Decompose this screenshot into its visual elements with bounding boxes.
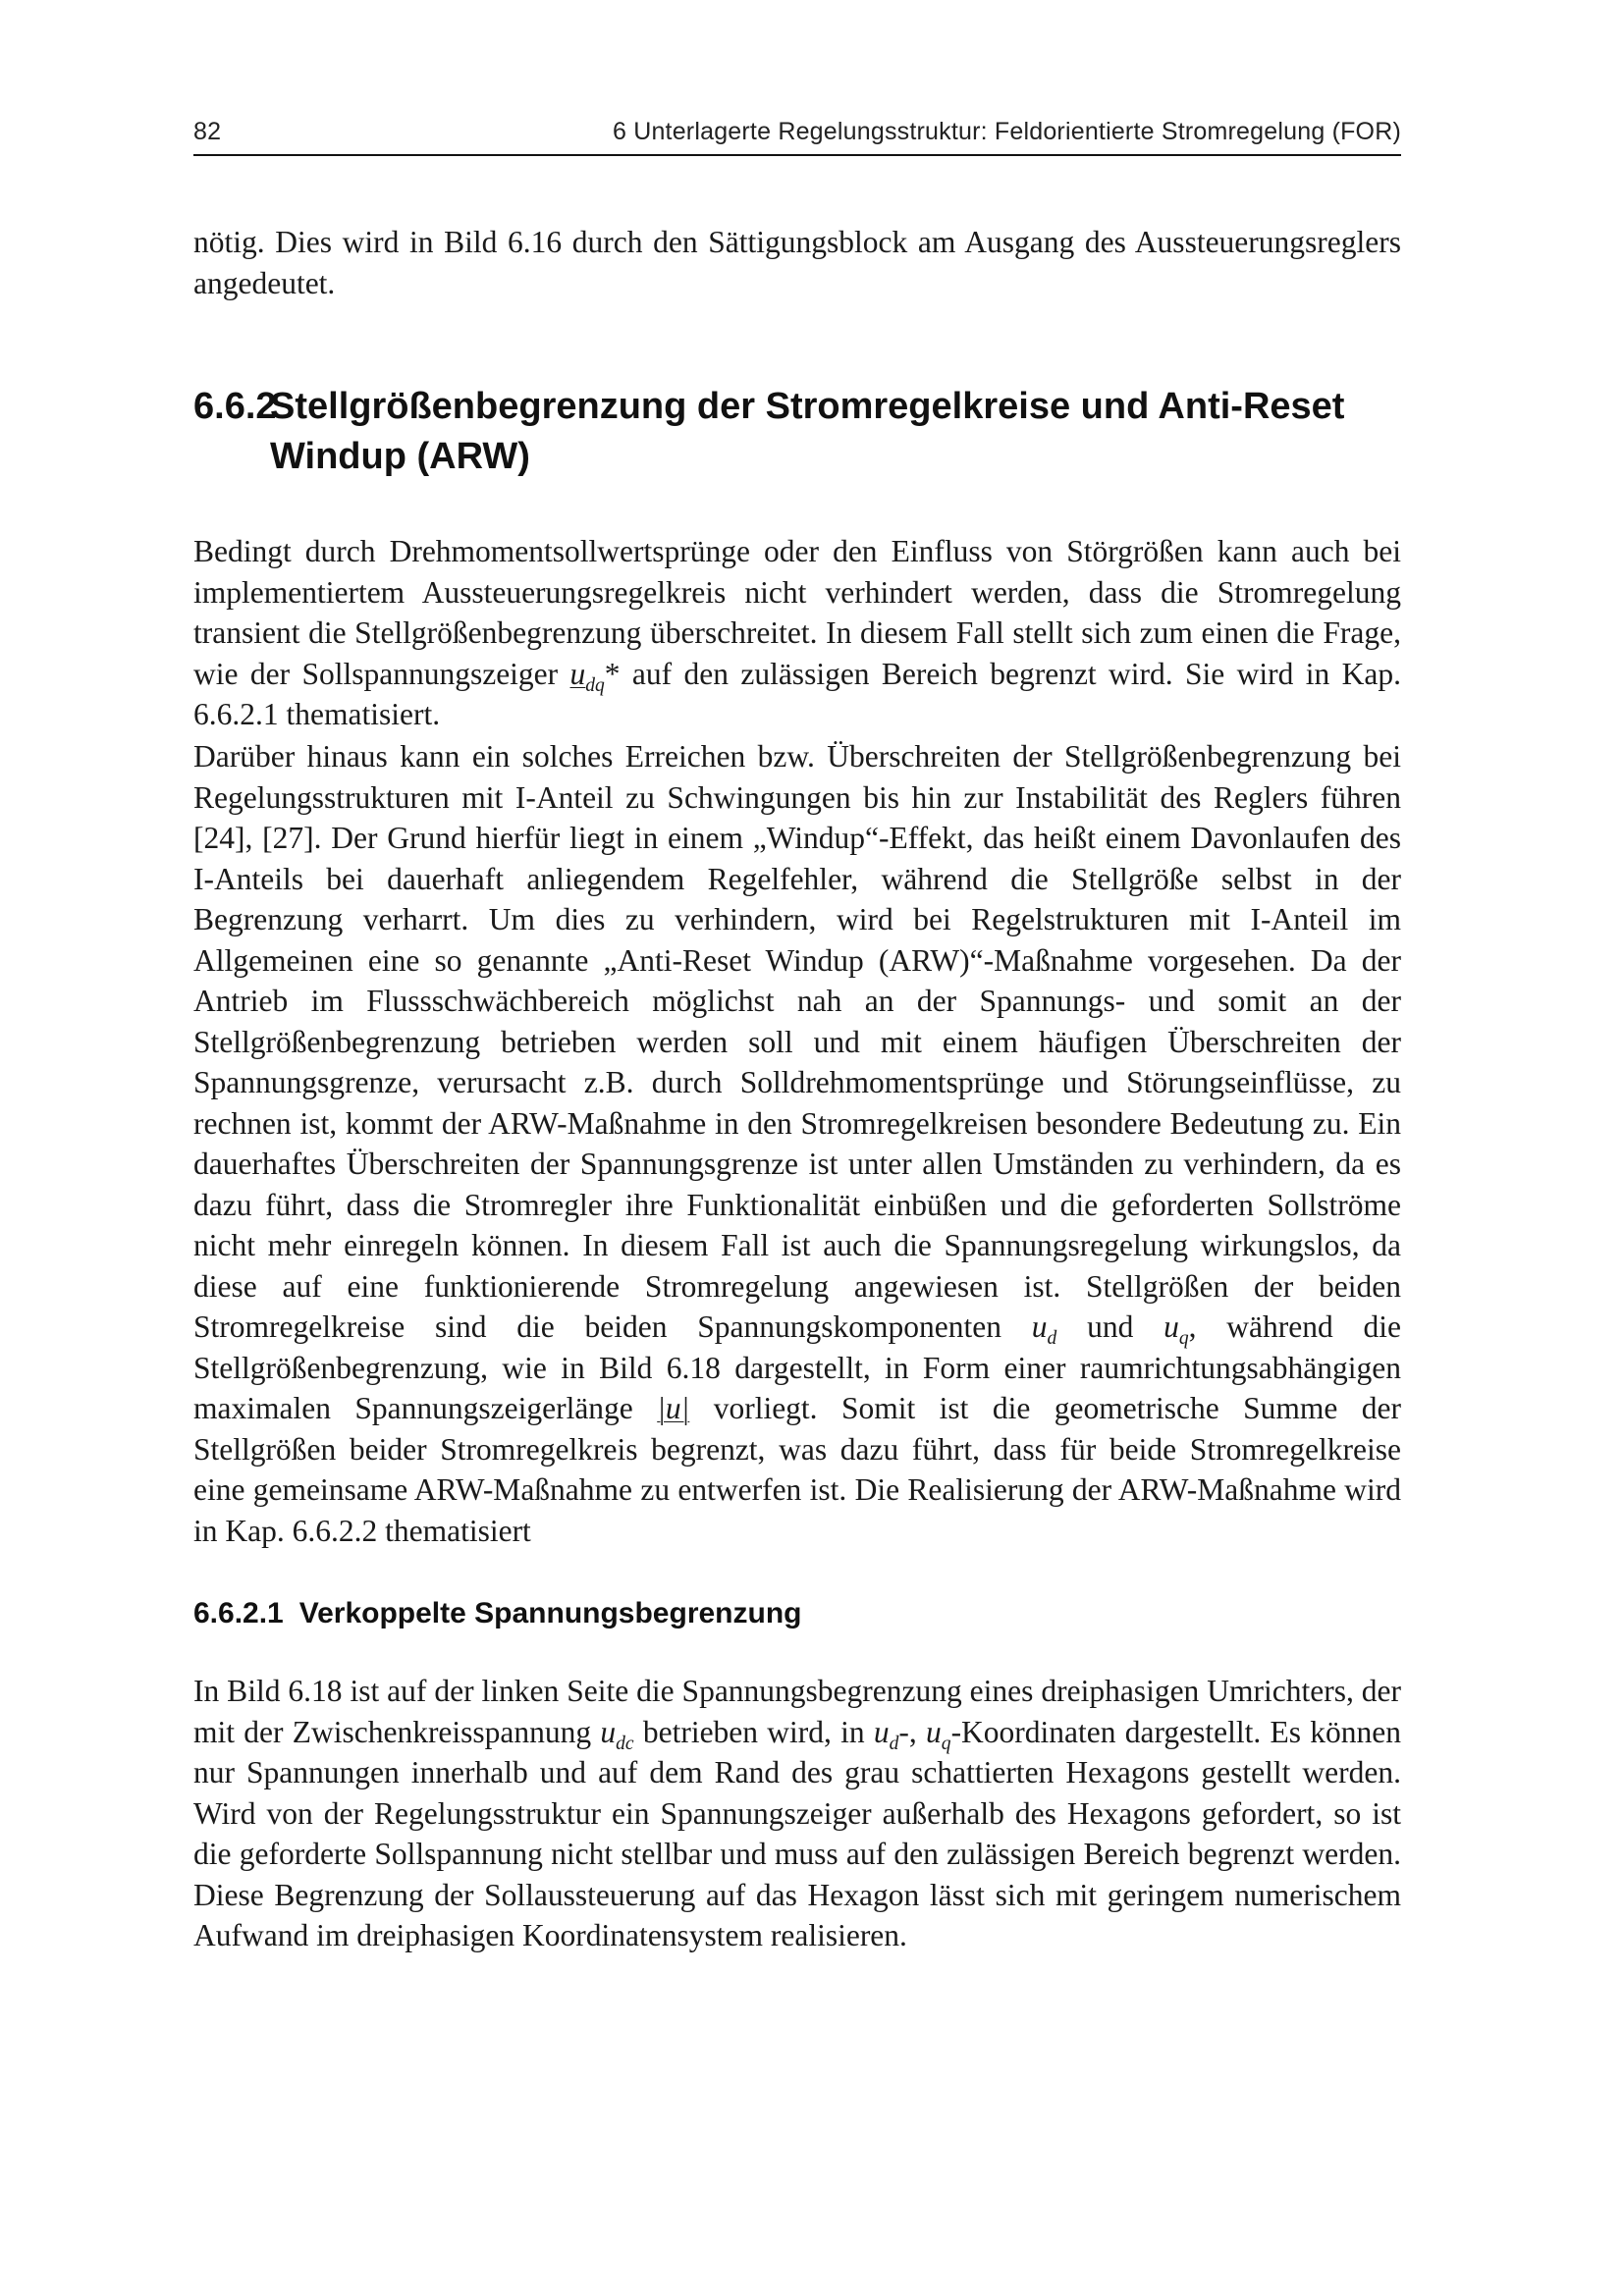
paragraph-3-part4: -Koordinaten dargestellt. Es können nur Spannungen innerhalb und auf dem Rand des grau schattierten Hexagons gestellt werden. Wird von der Regelungsstruktur ein Spannungszeiger außerhalb des Hexagons gefordert, so ist die geforderte Sollspannung nicht stellbar und muss auf den zulässigen Bereich begrenzt werden. Diese Begrenzung der Sollaussteuerung auf das Hexagon lässt sich mit geringem numerischem Aufwand im dreiphasigen Koordinatensystem realisieren. [193,1714,1401,1952]
symbol-uq-coord-main: u [926,1714,942,1749]
subsection-title: Verkoppelte Spannungsbegrenzung [298,1597,802,1629]
paragraph-3-text [193,1671,1401,1956]
symbol-udc-main: u [600,1714,617,1749]
subsection-heading [193,1594,801,1633]
paragraph-3 [193,1671,1401,1956]
paragraph-3-part1: In Bild 6.18 ist auf der linken Seite die Spannungsbegrenzung eines dreiphasigen Umrichters, der mit der Zwischenkreisspannung [193,1674,1401,1749]
running-head [193,118,1401,153]
symbol-ud-coord-main: u [873,1714,890,1749]
symbol-ud-main: u [1031,1309,1048,1344]
paragraph-2-text [193,736,1401,1551]
symbol-ud [1031,1309,1057,1349]
header-rule [193,154,1401,156]
section-title-line2: Windup (ARW) [270,436,530,477]
symbol-uq [1163,1309,1189,1349]
symbol-ud-coord [873,1714,899,1754]
symbol-udc-sub: dc [616,1733,634,1754]
page-number: 82 [193,118,222,145]
paragraph-1-part2: auf den zulässigen Bereich begrenzt wird. Sie wird in Kap. 6.6.2.1 thematisiert. [193,656,1401,731]
paragraph-2-part2: und [1056,1309,1164,1344]
symbol-udq-sub: dq [585,674,605,696]
paragraph-2-part1: Darüber hinaus kann ein solches Erreichen bzw. Überschreiten der Stellgrößenbegrenzung bei Regelungsstrukturen mit I-Anteil zu Schwingungen bis hin zur Instabilität des Reglers führen [24], [27]. Der Grund hierfür liegt in einem „Windup“-Effekt, das heißt einem Davonlaufen des I-Anteils bei dauerhaft anliegendem Regelfehler, während die Stellgröße selbst in der Begrenzung verharrt. Um dies zu verhindern, wird bei Regelstrukturen mit I-Anteil im Allgemeinen eine so genannte „Anti-Reset Windup (ARW)“-Maßnahme vorgesehen. Da der Antrieb im Flussschwächbereich möglichst nah an der Spannungs- und somit an der Stellgrößenbegrenzung betrieben werden soll und mit einem häufigen Überschreiten der Spannungsgrenze, verursacht z.B. durch Solldrehmomentsprünge und Störungseinflüsse, zu rechnen ist, kommt der ARW-Maßnahme in den Stromregelkreisen besondere Bedeutung zu. Ein dauerhaftes Überschreiten der Spannungsgrenze ist unter allen Umständen zu verhindern, da es dazu führt, dass die Stromregler ihre Funktionalität einbüßen und die geforderten Sollströme nicht mehr einregeln können. In diesem Fall ist auch die Spannungsregelung wirkungslos, da diese auf eine funktionierende Stromregelung angewiesen ist. Stellgrößen der beiden Stromregelkreise sind die beiden Spannungskomponenten [193,739,1401,1344]
symbol-abs-u: |u| [657,1391,690,1425]
paragraph-1-part1: Bedingt durch Drehmomentsollwertsprünge oder den Einfluss von Störgrößen kann auch bei implementiertem Aussteuerungsregelkreis nicht verhindert werden, dass die Stromregelung transient die Stellgrößenbegrenzung überschreitet. In diesem Fall stellt sich zum einen die Frage, wie der Sollspannungszeiger [193,534,1401,691]
symbol-uq-main: u [1163,1309,1179,1344]
section-heading [193,382,1401,482]
paragraph-1-text [193,531,1401,735]
subsection-number: 6.6.2.1 [193,1597,284,1629]
intro-paragraph-text: nötig. Dies wird in Bild 6.16 durch den Sättigungsblock am Ausgang des Aussteuerungsreglers angedeutet. [193,225,1401,300]
symbol-ud-coord-sub: d [889,1733,899,1754]
symbol-udq-main: u [569,656,586,691]
paragraph-2 [193,736,1401,1551]
symbol-uq-coord [926,1714,951,1754]
intro-paragraph [193,222,1401,303]
symbol-uq-coord-sub: q [941,1733,951,1754]
paragraph-3-part3: -, [898,1714,927,1749]
symbol-uq-sub: q [1178,1327,1189,1349]
paragraph-2-part3: , während die Stellgrößenbegrenzung, wie in Bild 6.18 dargestellt, in Form einer raumrichtungsabhängigen maximalen Spannungszeigerlänge [193,1309,1401,1425]
section-title-line1: Stellgrößenbegrenzung der Stromregelkreise und Anti-Reset [270,386,1345,427]
chapter-title: 6 Unterlagerte Regelungsstruktur: Feldorientierte Stromregelung (FOR) [612,118,1401,145]
paragraph-3-part2: betrieben wird, in [633,1714,874,1749]
paragraph-1 [193,531,1401,735]
paragraph-2-part4: vorliegt. Somit ist die geometrische Summe der Stellgrößen beider Stromregelkreis begrenzt, was dazu führt, dass für beide Stromregelkreise eine gemeinsame ARW-Maßnahme zu entwerfen ist. Die Realisierung der ARW-Maßnahme wird in Kap. 6.6.2.2 thematisiert [193,1391,1401,1548]
symbol-udq-star: * [604,656,621,691]
symbol-udc [600,1714,634,1754]
symbol-ud-sub: d [1047,1327,1057,1349]
symbol-udq [569,656,605,696]
section-number: 6.6.2 [193,386,277,427]
